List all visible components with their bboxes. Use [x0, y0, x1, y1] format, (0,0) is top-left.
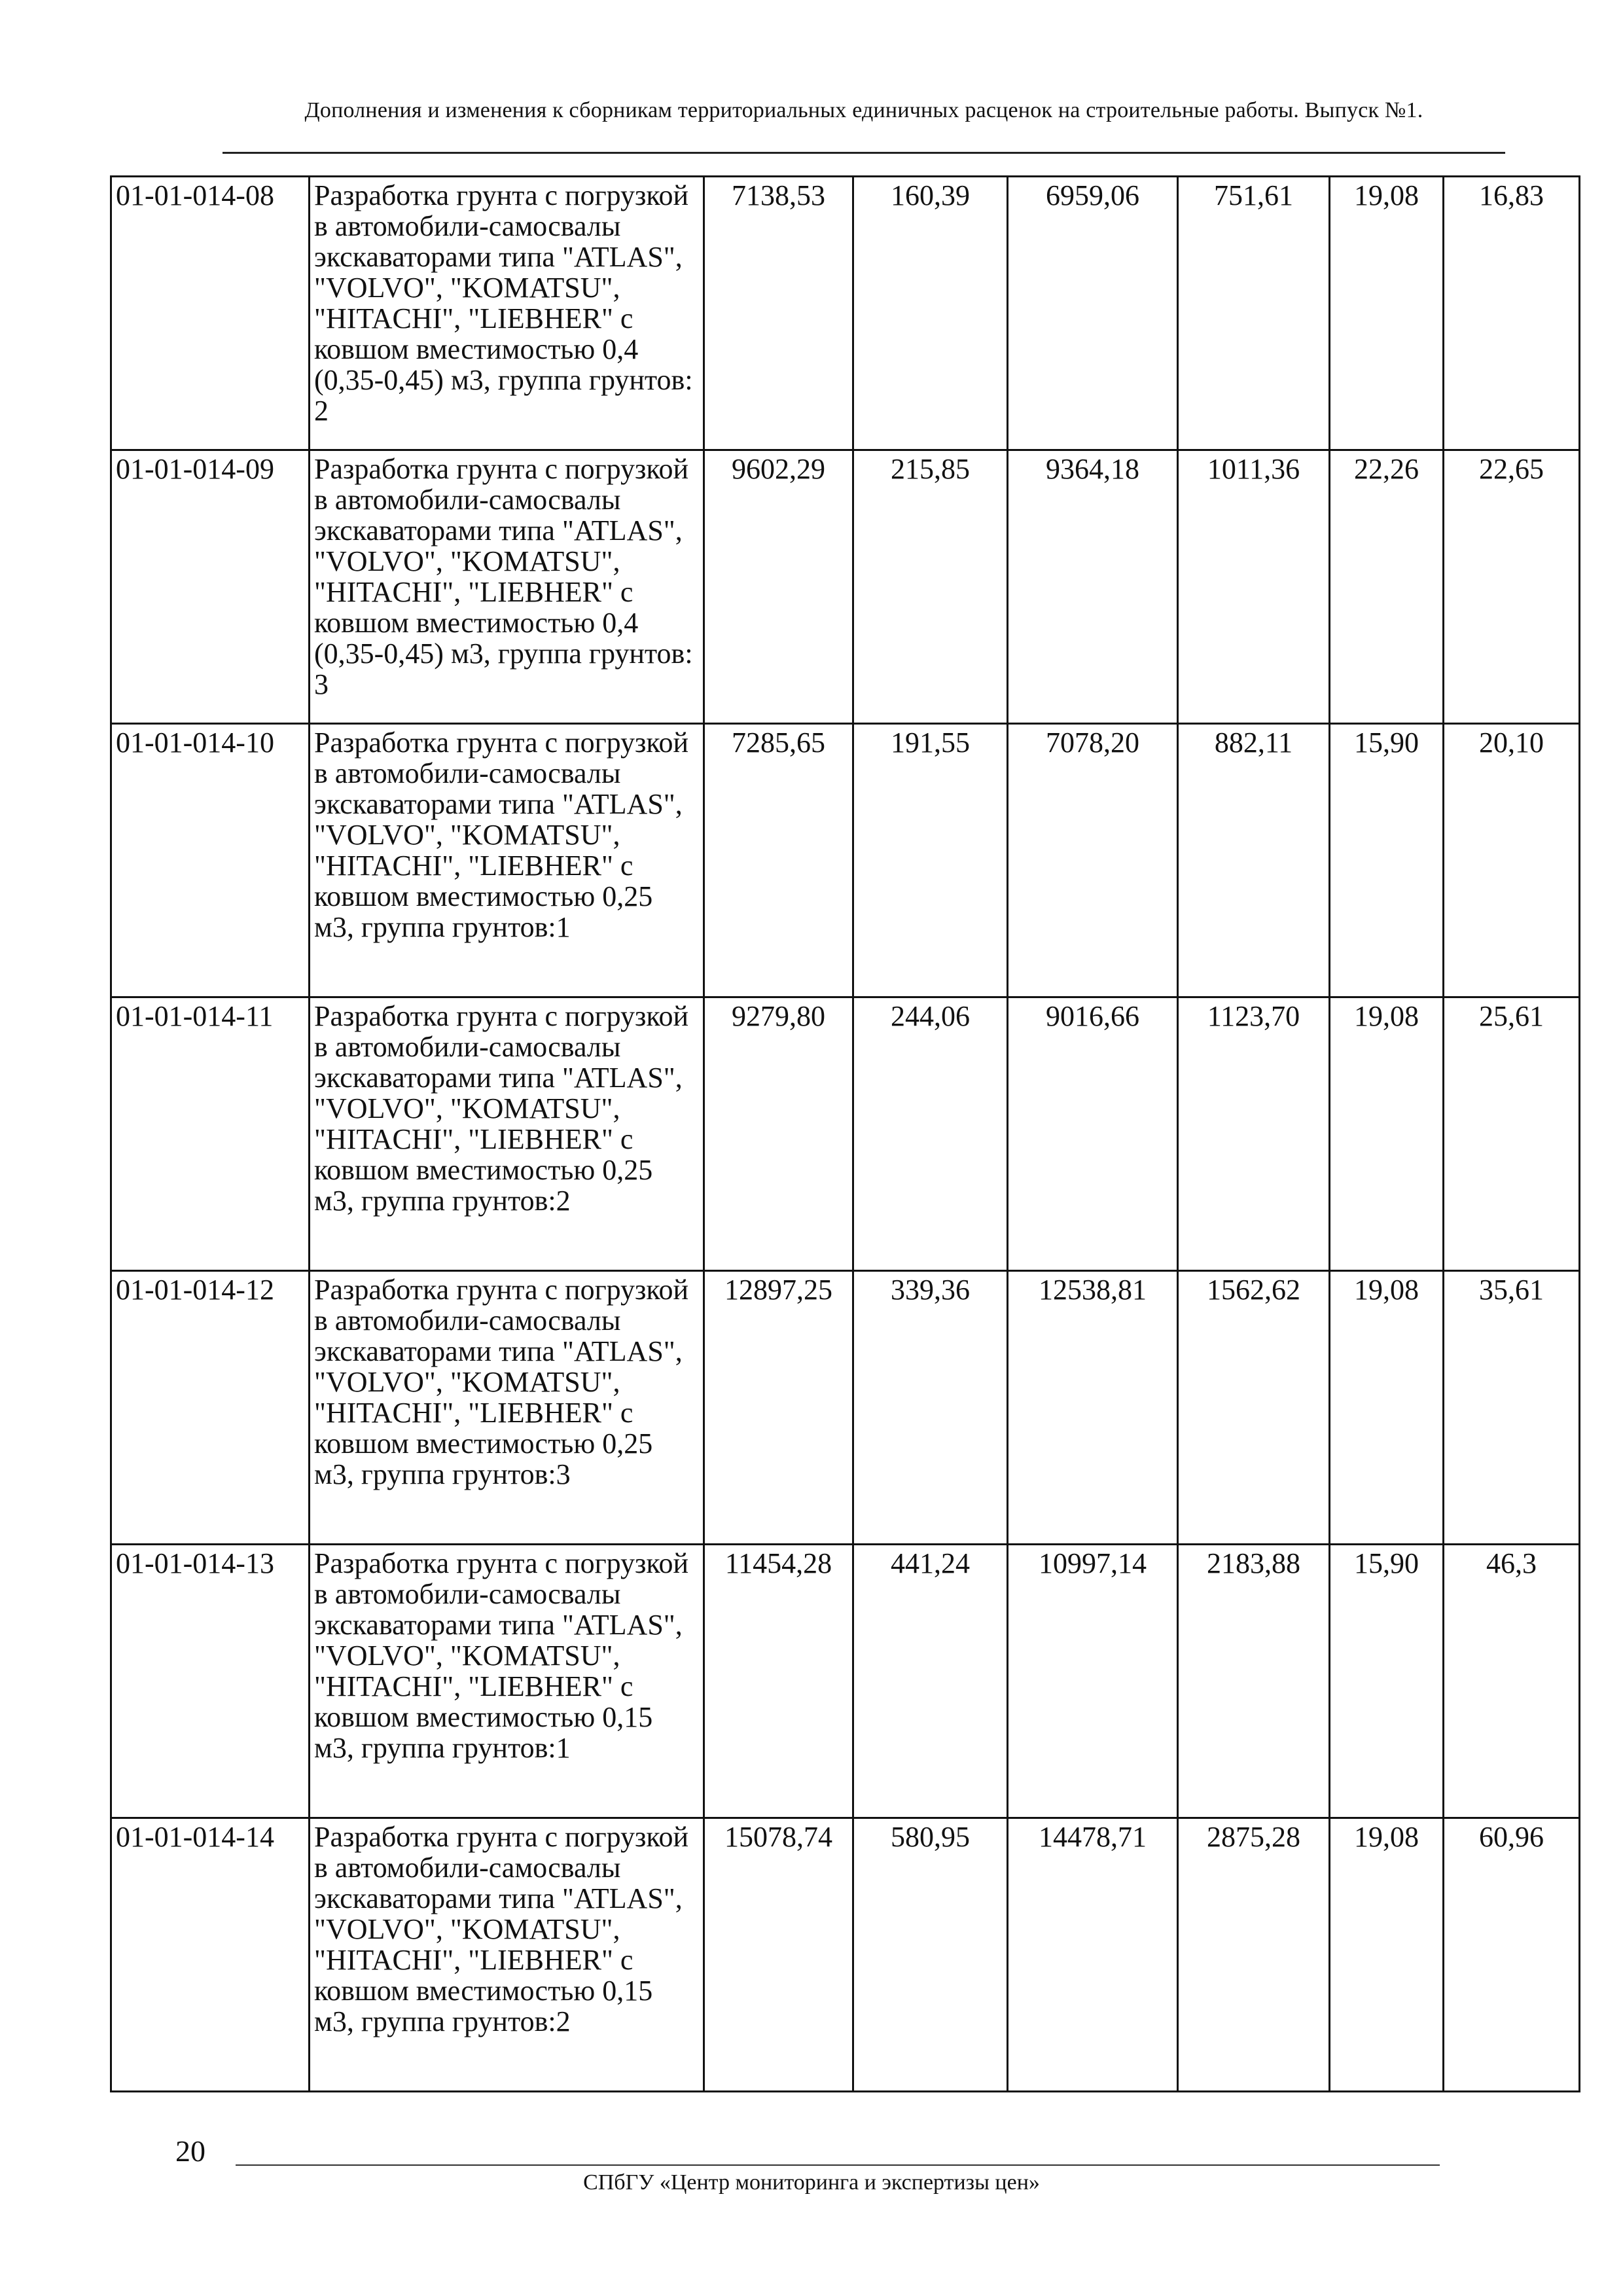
total-cost: 9279,80 — [704, 997, 853, 1271]
labor-hours: 15,90 — [1330, 1545, 1444, 1818]
machine-operation-cost: 12538,81 — [1008, 1271, 1178, 1545]
table-row — [111, 1818, 1580, 2092]
machinist-wages: 1123,70 — [1178, 997, 1330, 1271]
rate-description: Разработка грунта с погрузкой в автомобили-самосвалы экскаваторами типа "ATLAS", "VOLVO", "KOMATSU", "HITACHI", "LIEBHER" с ковшом вместимостью 0,4 (0,35-0,45) м3, группа грунтов: 3 — [310, 450, 704, 724]
machine-operation-cost: 9016,66 — [1008, 997, 1178, 1271]
labor-wages: 215,85 — [853, 450, 1008, 724]
rate-description: Разработка грунта с погрузкой в автомобили-самосвалы экскаваторами типа "ATLAS", "VOLVO", "KOMATSU", "HITACHI", "LIEBHER" с ковшом вместимостью 0,25 м3, группа грунтов:2 — [310, 997, 704, 1271]
rate-code: 01-01-014-09 — [111, 450, 310, 724]
rate-code: 01-01-014-12 — [111, 1271, 310, 1545]
rate-code: 01-01-014-13 — [111, 1545, 310, 1818]
machinist-wages: 2183,88 — [1178, 1545, 1330, 1818]
machinist-wages: 882,11 — [1178, 724, 1330, 997]
rates-table — [110, 175, 1580, 2092]
page-header: Дополнения и изменения к сборникам территориальных единичных расценок на строительные работы. Выпуск №1. — [304, 98, 1423, 122]
total-cost: 15078,74 — [704, 1818, 853, 2092]
table-row — [111, 1271, 1580, 1545]
machine-operation-cost: 10997,14 — [1008, 1545, 1178, 1818]
total-cost: 11454,28 — [704, 1545, 853, 1818]
total-cost: 12897,25 — [704, 1271, 853, 1545]
labor-wages: 441,24 — [853, 1545, 1008, 1818]
table-row — [111, 450, 1580, 724]
machinist-wages: 751,61 — [1178, 177, 1330, 450]
labor-wages: 191,55 — [853, 724, 1008, 997]
rate-code: 01-01-014-08 — [111, 177, 310, 450]
machinist-hours: 22,65 — [1444, 450, 1580, 724]
table-row — [111, 1545, 1580, 1818]
rate-code: 01-01-014-11 — [111, 997, 310, 1271]
labor-hours: 19,08 — [1330, 1818, 1444, 2092]
machine-operation-cost: 9364,18 — [1008, 450, 1178, 724]
labor-hours: 15,90 — [1330, 724, 1444, 997]
total-cost: 7138,53 — [704, 177, 853, 450]
rate-description: Разработка грунта с погрузкой в автомобили-самосвалы экскаваторами типа "ATLAS", "VOLVO", "KOMATSU", "HITACHI", "LIEBHER" с ковшом вместимостью 0,15 м3, группа грунтов:2 — [310, 1818, 704, 2092]
footer-organization: СПбГУ «Центр мониторинга и экспертизы цен» — [583, 2170, 1040, 2195]
labor-hours: 22,26 — [1330, 450, 1444, 724]
labor-hours: 19,08 — [1330, 177, 1444, 450]
table-row — [111, 997, 1580, 1271]
machine-operation-cost: 6959,06 — [1008, 177, 1178, 450]
labor-wages: 244,06 — [853, 997, 1008, 1271]
machinist-wages: 2875,28 — [1178, 1818, 1330, 2092]
machinist-wages: 1011,36 — [1178, 450, 1330, 724]
rate-description: Разработка грунта с погрузкой в автомобили-самосвалы экскаваторами типа "ATLAS", "VOLVO", "KOMATSU", "HITACHI", "LIEBHER" с ковшом вместимостью 0,25 м3, группа грунтов:1 — [310, 724, 704, 997]
rate-description: Разработка грунта с погрузкой в автомобили-самосвалы экскаваторами типа "ATLAS", "VOLVO", "KOMATSU", "HITACHI", "LIEBHER" с ковшом вместимостью 0,25 м3, группа грунтов:3 — [310, 1271, 704, 1545]
machinist-hours: 35,61 — [1444, 1271, 1580, 1545]
table-row — [111, 177, 1580, 450]
footer-divider — [236, 2164, 1440, 2166]
machine-operation-cost: 7078,20 — [1008, 724, 1178, 997]
machinist-hours: 16,83 — [1444, 177, 1580, 450]
rate-code: 01-01-014-10 — [111, 724, 310, 997]
machine-operation-cost: 14478,71 — [1008, 1818, 1178, 2092]
machinist-hours: 20,10 — [1444, 724, 1580, 997]
header-divider — [223, 152, 1505, 154]
labor-hours: 19,08 — [1330, 997, 1444, 1271]
labor-wages: 339,36 — [853, 1271, 1008, 1545]
rate-description: Разработка грунта с погрузкой в автомобили-самосвалы экскаваторами типа "ATLAS", "VOLVO", "KOMATSU", "HITACHI", "LIEBHER" с ковшом вместимостью 0,15 м3, группа грунтов:1 — [310, 1545, 704, 1818]
machinist-hours: 25,61 — [1444, 997, 1580, 1271]
machinist-hours: 46,3 — [1444, 1545, 1580, 1818]
table-row — [111, 724, 1580, 997]
machinist-hours: 60,96 — [1444, 1818, 1580, 2092]
total-cost: 9602,29 — [704, 450, 853, 724]
machinist-wages: 1562,62 — [1178, 1271, 1330, 1545]
rate-code: 01-01-014-14 — [111, 1818, 310, 2092]
page-number: 20 — [175, 2134, 205, 2168]
labor-wages: 580,95 — [853, 1818, 1008, 2092]
labor-hours: 19,08 — [1330, 1271, 1444, 1545]
labor-wages: 160,39 — [853, 177, 1008, 450]
rate-description: Разработка грунта с погрузкой в автомобили-самосвалы экскаваторами типа "ATLAS", "VOLVO", "KOMATSU", "HITACHI", "LIEBHER" с ковшом вместимостью 0,4 (0,35-0,45) м3, группа грунтов: 2 — [310, 177, 704, 450]
total-cost: 7285,65 — [704, 724, 853, 997]
